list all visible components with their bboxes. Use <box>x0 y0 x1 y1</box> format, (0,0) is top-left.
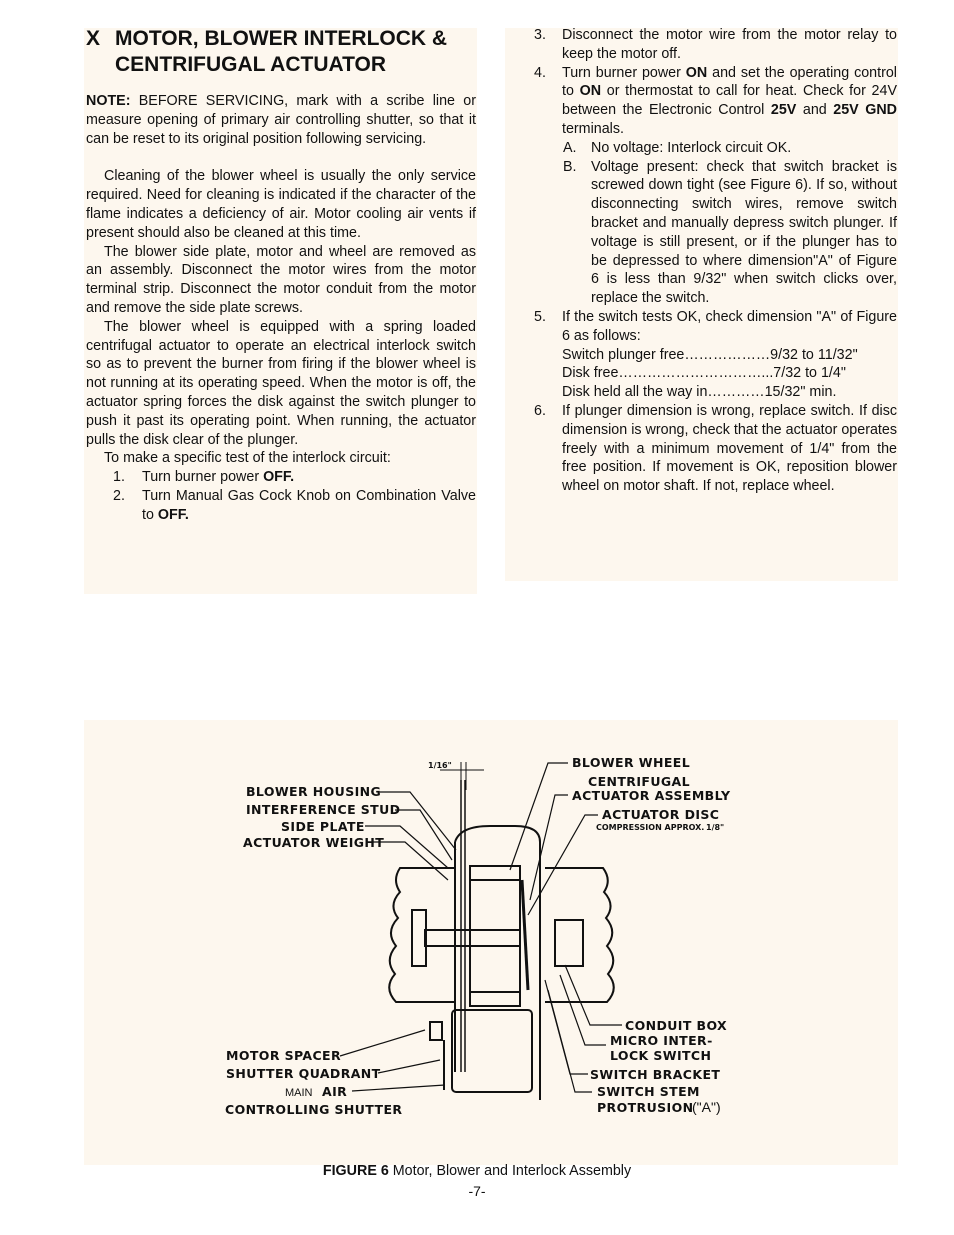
step-4: 4. Turn burner power ON and set the operating control to ON or thermostat to call for heat. Check for 24V between the Electronic Control 25V and 25V GND terminals. <box>534 64 897 137</box>
label-side-plate: SIDE PLATE <box>281 819 365 834</box>
figure-caption <box>0 1163 954 1179</box>
label-conduit-box: CONDUIT BOX <box>625 1018 728 1033</box>
step-1: 1. Turn burner power OFF. <box>113 469 295 486</box>
label-shutter-quadrant: SHUTTER QUADRANT <box>226 1066 381 1081</box>
cleaning-paragraph: Cleaning of the blower wheel is usually the only service required. Need for cleaning is indicated if the character of the flame indicates a deficiency of air. Motor cooling air vents if present should also be cleaned at this time. <box>86 168 476 241</box>
label-switch-stem: SWITCH STEM <box>597 1084 700 1099</box>
section-title-line2: CENTRIFUGAL ACTUATOR <box>115 53 387 76</box>
actuator-paragraph: The blower wheel is equipped with a spring loaded centrifugal actuator to operate an electrical interlock switch so as to prevent the burner from firing if the blower wheel is not running at its operating speed. When the motor is off, the actuator spring forces the disk against the switch plunger to push it past its operating point. When running, the actuator pulls the disk clear of the plunger. <box>86 318 476 448</box>
label-micro-1: MICRO INTER- <box>610 1033 713 1048</box>
label-micro-2: LOCK SWITCH <box>610 1048 712 1063</box>
note-label: NOTE: <box>86 93 131 109</box>
dimension-disk-held: Disk held all the way in…………15/32" min. <box>562 384 837 401</box>
label-protrusion-a: ("A") <box>692 1099 721 1115</box>
figure-caption-label: FIGURE 6 <box>322 1163 389 1179</box>
section-number: X <box>86 27 101 50</box>
note-text: BEFORE SERVICING, mark with a scribe line or measure opening of primary air controlling shutter, so that it can be reset to its original position following servicing. <box>86 93 476 147</box>
label-main: MAIN <box>285 1087 313 1099</box>
removal-paragraph: The blower side plate, motor and wheel are removed as an assembly. Disconnect the motor wires from the motor terminal strip. Disconnect the motor conduit from the motor and remove the side plate screws. <box>86 243 476 316</box>
label-compression: COMPRESSION APPROX. <box>596 823 705 832</box>
label-protrusion: PROTRUSION <box>597 1100 694 1115</box>
step-4a: A. No voltage: Interlock circuit OK. <box>563 139 792 156</box>
step-2: 2. Turn Manual Gas Cock Knob on Combination Valve to OFF. <box>113 487 476 523</box>
label-compression-fraction: 1/8" <box>706 823 725 832</box>
section-title-line1: MOTOR, BLOWER INTERLOCK & <box>115 27 448 50</box>
label-controlling-shutter: CONTROLLING SHUTTER <box>225 1102 403 1117</box>
label-actuator-weight: ACTUATOR WEIGHT <box>243 835 385 850</box>
label-dim-fraction: 1/16" <box>428 761 452 770</box>
label-centrifugal-2: ACTUATOR ASSEMBLY <box>572 788 731 803</box>
figure-caption-text: Motor, Blower and Interlock Assembly <box>388 1163 632 1179</box>
test-intro-paragraph: To make a specific test of the interlock circuit: <box>104 450 391 467</box>
label-air: AIR <box>322 1084 348 1099</box>
label-switch-bracket: SWITCH BRACKET <box>590 1067 721 1082</box>
step-6: 6. If plunger dimension is wrong, replace switch. If disc dimension is wrong, check that the actuator operates freely with a minimum movement of 1/4" from the free position. If movement is OK, reposition blower wheel on motor shaft. If not, replace wheel. <box>534 402 897 495</box>
label-blower-housing: BLOWER HOUSING <box>246 784 382 799</box>
step-4b: B. Voltage present: check that switch bracket is screwed down tight (see Figure 6). If so, without disconnecting switch wires, remove switch bracket and manually depress switch plunger. If voltage is still present, or if the plunger has to be depressed to where dimension"A" of Figure 6 is less than 9/32" when switch clicks over, replace the switch. <box>563 158 897 307</box>
label-centrifugal-1: CENTRIFUGAL <box>588 774 690 789</box>
label-motor-spacer: MOTOR SPACER <box>226 1048 342 1063</box>
step-3: 3. Disconnect the motor wire from the motor relay to keep the motor off. <box>534 27 897 62</box>
dimension-switch-plunger: Switch plunger free………………9/32 to 11/32" <box>562 346 858 363</box>
label-actuator-disc: ACTUATOR DISC <box>602 807 720 822</box>
label-interference-stud: INTERFERENCE STUD <box>246 802 401 817</box>
step-5: 5. If the switch tests OK, check dimension "A" of Figure 6 as follows: <box>534 308 897 344</box>
page-number: -7- <box>468 1183 486 1199</box>
label-blower-wheel: BLOWER WHEEL <box>572 755 691 770</box>
dimension-disk-free: Disk free…………………………...7/32 to 1/4" <box>562 365 846 382</box>
